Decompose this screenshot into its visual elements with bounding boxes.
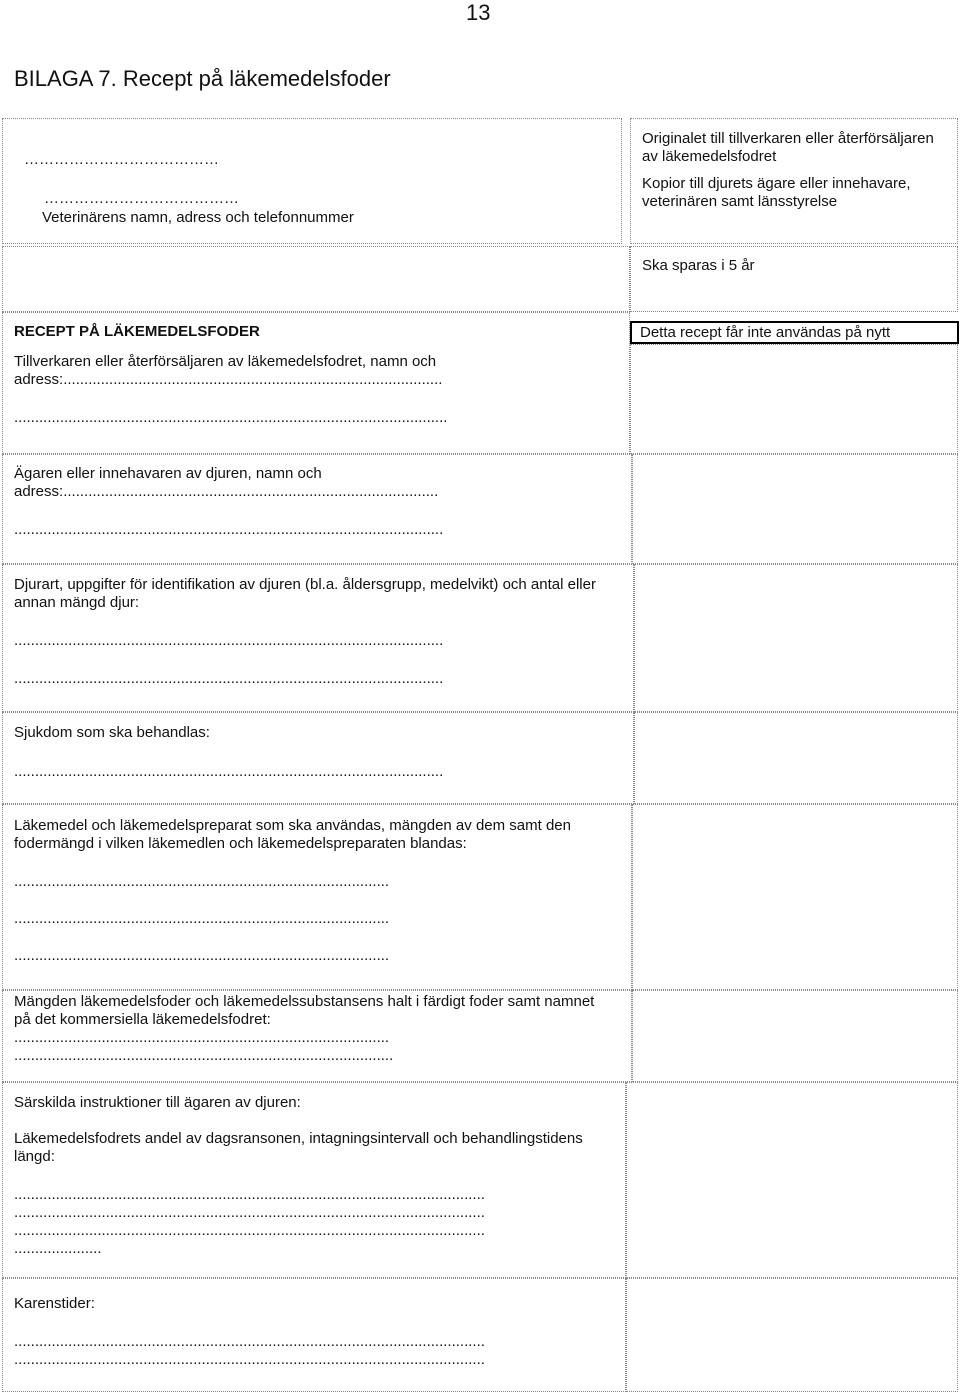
medicines-label-1: Läkemedel och läkemedelspreparat som ska användas, mängden av dem samt den (14, 817, 571, 834)
medicines-dots-2: .......................................................................................... (14, 910, 390, 927)
withdrawal-dots-2: ................................................................................................................. (14, 1351, 485, 1368)
distribution-line-3: Kopior till djurets ägare eller innehavare, (642, 175, 911, 192)
medicines-right-cell (632, 804, 958, 990)
vet-label: Veterinärens namn, adress och telefonnummer (42, 209, 354, 226)
animals-dots-2: ....................................................................................................... (14, 670, 444, 687)
notice-text: Detta recept får inte användas på nytt (640, 324, 891, 341)
retention-left-cell (2, 246, 630, 312)
page-title: BILAGA 7. Recept på läkemedelsfoder (14, 66, 391, 91)
medicines-dots-3: .......................................................................................... (14, 947, 390, 964)
instructions-dots-2: ................................................................................................................. (14, 1204, 485, 1221)
distribution-line-1: Originalet till tillverkaren eller återförsäljaren (642, 130, 934, 147)
distribution-line-2: av läkemedelsfodret (642, 148, 777, 165)
vet-dots-line-2: ………………………………… (44, 190, 239, 207)
disease-label: Sjukdom som ska behandlas: (14, 724, 210, 741)
quantity-label-2: på det kommersiella läkemedelsfodret: (14, 1011, 271, 1028)
owner-address-line: adress:.......................................................................................... (14, 483, 439, 500)
animals-dots-1: ....................................................................................................... (14, 632, 444, 649)
withdrawal-right-cell (626, 1278, 958, 1392)
withdrawal-label: Karenstider: (14, 1295, 95, 1312)
instructions-label-3: längd: (14, 1148, 55, 1165)
instructions-label-2: Läkemedelsfodrets andel av dagsransonen, intagningsintervall och behandlingstidens (14, 1130, 583, 1147)
quantity-dots-1: .......................................................................................... (14, 1029, 390, 1046)
quantity-label-1: Mängden läkemedelsfoder och läkemedelssubstansens halt i färdigt foder samt namnet (14, 993, 595, 1010)
manufacturer-address-line: adress:........................................................................................... (14, 371, 443, 388)
retention-text: Ska sparas i 5 år (642, 257, 755, 274)
medicines-label-2: fodermängd i vilken läkemedlen och läkemedelspreparaten blandas: (14, 835, 467, 852)
instructions-right-cell (626, 1082, 958, 1278)
page-number: 13 (466, 0, 491, 25)
quantity-dots-2: ........................................................................................... (14, 1047, 394, 1064)
owner-label-1: Ägaren eller innehavaren av djuren, namn och (14, 465, 322, 482)
form-heading: RECEPT PÅ LÄKEMEDELSFODER (14, 323, 260, 340)
instructions-dots-1: ................................................................................................................. (14, 1186, 485, 1203)
vet-dots-line-1: ………………………………… (24, 151, 219, 168)
animals-label-2: annan mängd djur: (14, 594, 140, 611)
instructions-dots-4: ..................... (14, 1240, 102, 1257)
distribution-line-4: veterinären samt länsstyrelse (642, 193, 838, 210)
animals-right-cell (634, 564, 958, 712)
quantity-right-cell (632, 990, 958, 1082)
retention-cell (630, 246, 958, 312)
instructions-label-1: Särskilda instruktioner till ägaren av djuren: (14, 1094, 301, 1111)
instructions-dots-3: ................................................................................................................. (14, 1222, 485, 1239)
owner-right-cell (632, 454, 958, 564)
disease-dots-1: ....................................................................................................... (14, 763, 444, 780)
withdrawal-dots-1: ................................................................................................................. (14, 1333, 485, 1350)
manufacturer-right-cell (630, 344, 958, 454)
manufacturer-label-1: Tillverkaren eller återförsäljaren av läkemedelsfodret, namn och (14, 353, 437, 370)
disease-right-cell (634, 712, 958, 804)
owner-dots-1: ....................................................................................................... (14, 521, 444, 538)
animals-label-1: Djurart, uppgifter för identifikation av djuren (bl.a. åldersgrupp, medelvikt) och antal eller (14, 576, 596, 593)
medicines-dots-1: .......................................................................................... (14, 873, 390, 890)
manufacturer-dots-1: ........................................................................................................ (14, 409, 448, 426)
